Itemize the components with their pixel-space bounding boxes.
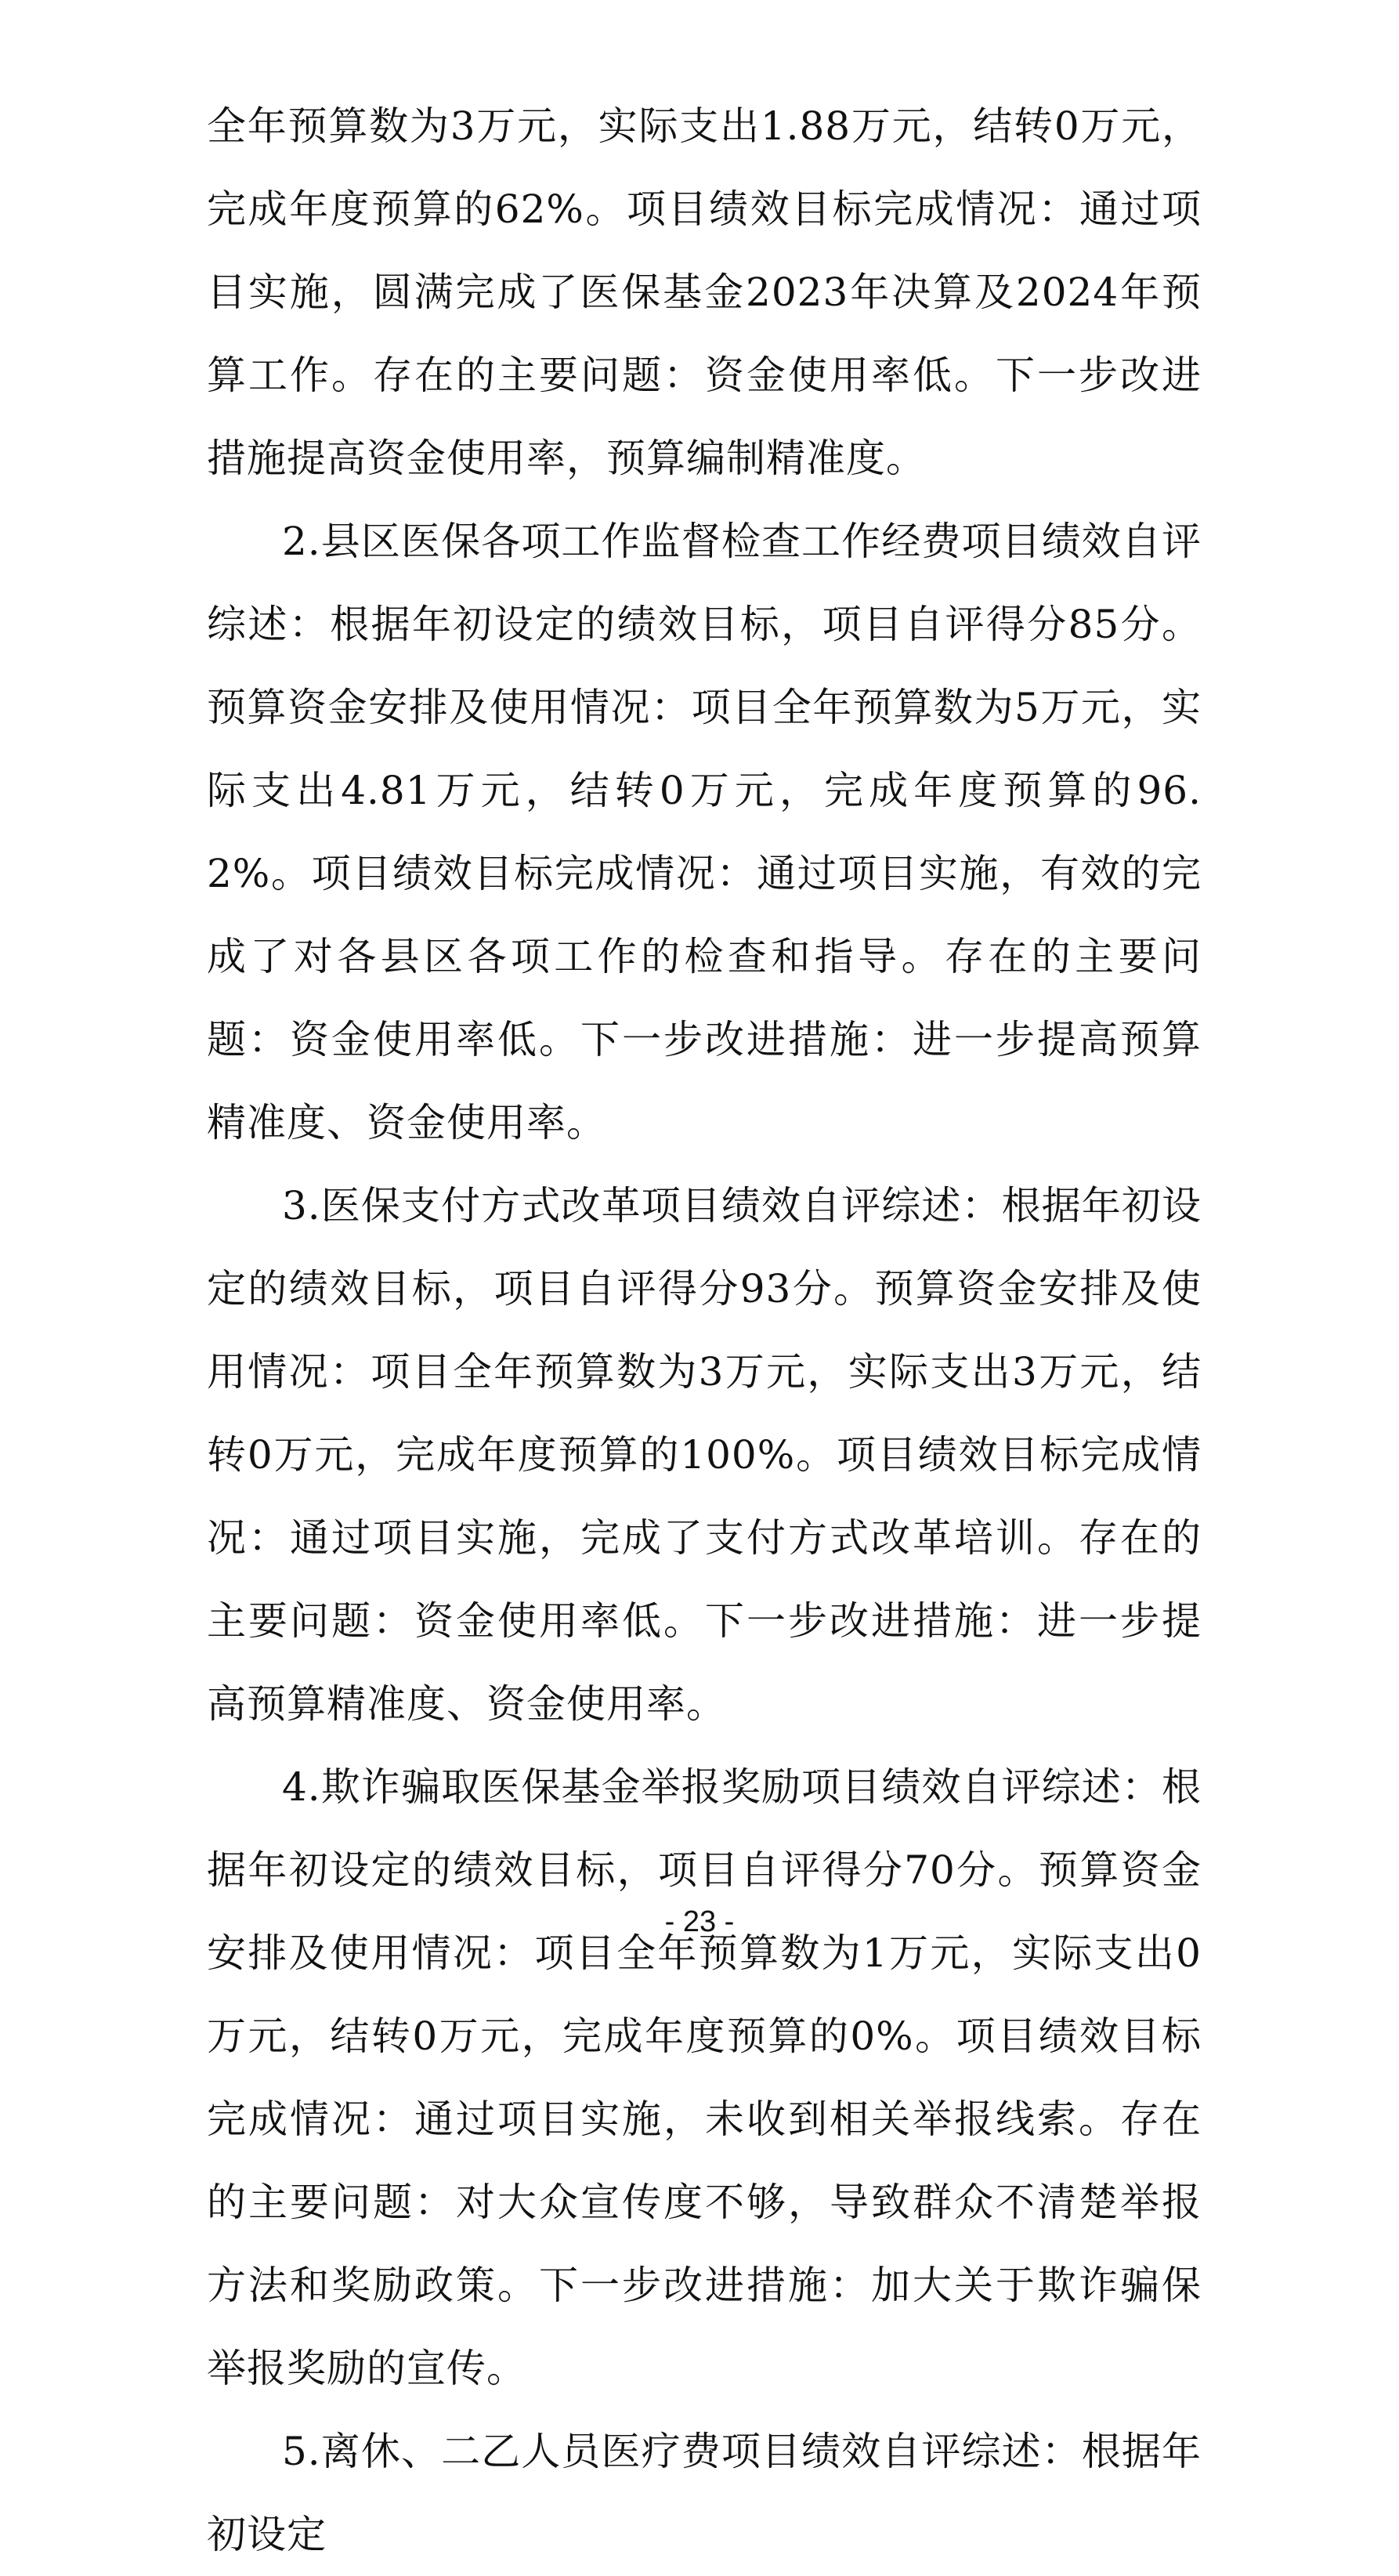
paragraph-item-2: 2.县区医保各项工作监督检查工作经费项目绩效自评综述：根据年初设定的绩效目标，项目自评得分85分。预算资金安排及使用情况：项目全年预算数为5万元，实际支出4.81万元，结转0万元，完成年度预算的96.2%。项目绩效目标完成情况：通过项目实施，有效的完成了对各县区各项工作的检查和指导。存在的主要问题：资金使用率低。下一步改进措施：进一步提高预算精准度、资金使用率。: [207, 519, 1202, 1145]
document-body: [207, 85, 1202, 2576]
paragraph-item-5: 5.离休、二乙人员医疗费项目绩效自评综述：根据年初设定: [207, 2429, 1202, 2557]
paragraph-item-3: 3.医保支付方式改革项目绩效自评综述：根据年初设定的绩效目标，项目自评得分93分。预算资金安排及使用情况：项目全年预算数为3万元，实际支出3万元，结转0万元，完成年度预算的100%。项目绩效目标完成情况：通过项目实施，完成了支付方式改革培训。存在的主要问题：资金使用率低。下一步改进措施：进一步提高预算精准度、资金使用率。: [207, 1183, 1202, 1727]
page-number: - 23 -: [664, 1905, 735, 1938]
paragraph-continuation: 全年预算数为3万元，实际支出1.88万元，结转0万元，完成年度预算的62%。项目绩效目标完成情况：通过项目实施，圆满完成了医保基金2023年决算及2024年预算工作。存在的主要问题：资金使用率低。下一步改进措施提高资金使用率，预算编制精准度。: [207, 103, 1202, 481]
paragraph-item-4: 4.欺诈骗取医保基金举报奖励项目绩效自评综述：根据年初设定的绩效目标，项目自评得分70分。预算资金安排及使用情况：项目全年预算数为1万元，实际支出0万元，结转0万元，完成年度预算的0%。项目绩效目标完成情况：通过项目实施，未收到相关举报线索。存在的主要问题：对大众宣传度不够，导致群众不清楚举报方法和奖励政策。下一步改进措施：加大关于欺诈骗保举报奖励的宣传。: [207, 1764, 1202, 2391]
